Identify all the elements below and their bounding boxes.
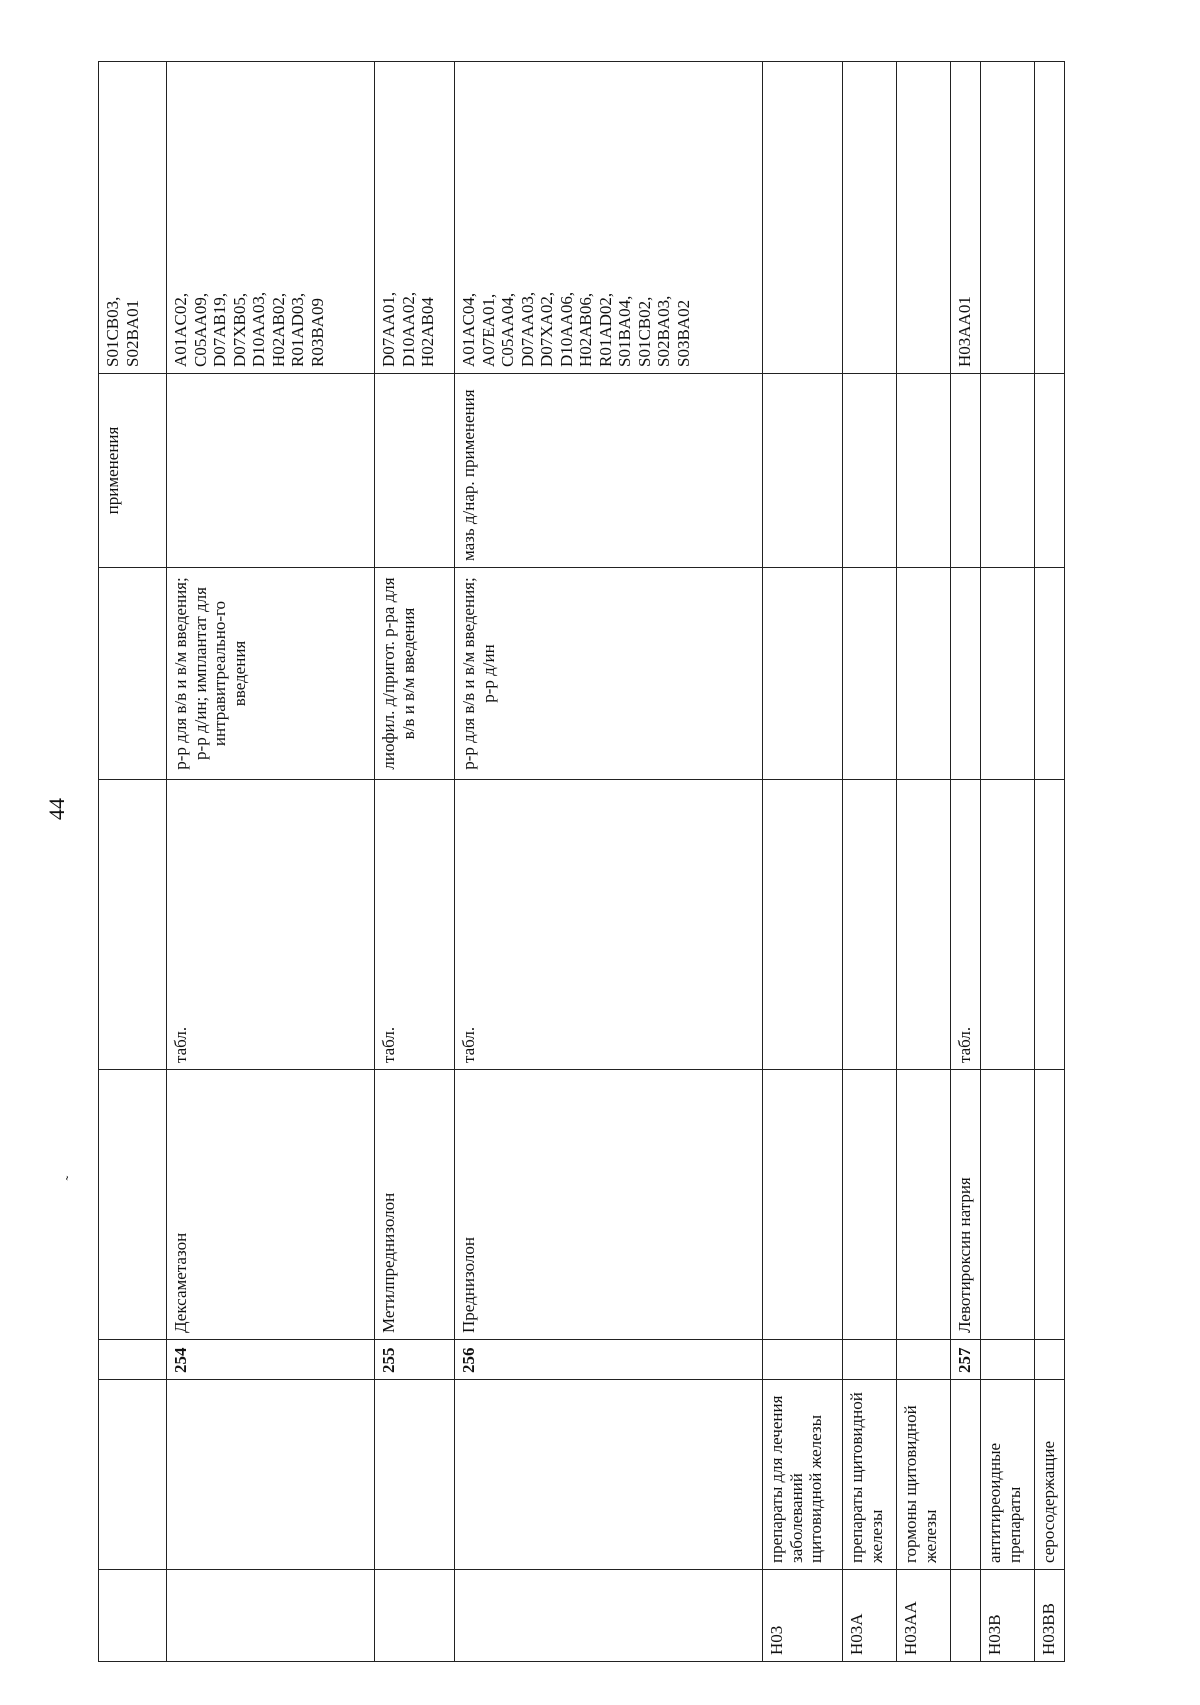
drug-name: Дексаметазон <box>167 1070 375 1340</box>
form-cell: табл. <box>455 780 763 1070</box>
form-cell: лиофил. д/пригот. р-ра для в/в и в/м введения <box>375 568 455 780</box>
atc-group-code: H03B <box>981 1570 1035 1662</box>
drug-table <box>98 62 1100 1662</box>
table-row <box>897 62 951 1662</box>
atc-group-code: H03BB <box>1035 1570 1065 1662</box>
drug-number: 255 <box>375 1340 455 1380</box>
atc-cell: D07AA01, D10AA02, H02AB04 <box>375 62 455 374</box>
atc-group-desc: препараты для лечения заболеваний щитовидной железы <box>763 1380 843 1570</box>
atc-group-code: H03AA <box>897 1570 951 1662</box>
atc-group-desc: гормоны щитовидной железы <box>897 1380 951 1570</box>
atc-group-code: H03A <box>843 1570 897 1662</box>
table-row <box>99 62 167 1662</box>
drug-number: 256 <box>455 1340 763 1380</box>
table-row <box>455 62 763 1662</box>
table-row <box>843 62 897 1662</box>
form-cell <box>167 374 375 568</box>
atc-group-desc: препараты щитовидной железы <box>843 1380 897 1570</box>
stray-mark: ˜ <box>64 1175 80 1181</box>
drug-name: Метилпреднизолон <box>375 1070 455 1340</box>
drug-name: Преднизолон <box>455 1070 763 1340</box>
atc-group-desc: антитиреоидные препараты <box>981 1380 1035 1570</box>
atc-group-desc: серосодержащие <box>1035 1380 1065 1570</box>
table-row <box>981 62 1035 1662</box>
form-cell: табл. <box>167 780 375 1070</box>
table-row <box>763 62 843 1662</box>
drug-number: 254 <box>167 1340 375 1380</box>
table-row <box>167 62 375 1662</box>
drug-name: Левотироксин натрия <box>951 1070 981 1340</box>
atc-group-code: H03 <box>763 1570 843 1662</box>
table-row <box>375 62 455 1662</box>
form-cell: табл. <box>951 780 981 1070</box>
page-number: 44 <box>44 798 69 820</box>
drug-number: 257 <box>951 1340 981 1380</box>
table-row <box>1035 62 1065 1662</box>
form-cell: р-р для в/в и в/м введения; р-р д/ин; имплантат для интравитреально-го введения <box>167 568 375 780</box>
atc-cell: A01AC04, A07EA01, C05AA04, D07AA03, D07XA02, D10AA06, H02AB06, R01AD02, S01BA04, S01CB02, S02BA03, S03BA02 <box>455 62 763 374</box>
form-cell: мазь д/нар. применения <box>455 374 763 568</box>
form-cell: табл. <box>375 780 455 1070</box>
atc-cell: S01CB03, S02BA01 <box>99 62 167 374</box>
form-cell: применения <box>99 374 167 568</box>
form-cell: р-р для в/в и в/м введения; р-р д/ин <box>455 568 763 780</box>
form-cell <box>375 374 455 568</box>
table-row <box>951 62 981 1662</box>
atc-cell: H03AA01 <box>951 62 981 374</box>
atc-cell: A01AC02, C05AA09, D07AB19, D07XB05, D10AA03, H02AB02, R01AD03, R03BA09 <box>167 62 375 374</box>
